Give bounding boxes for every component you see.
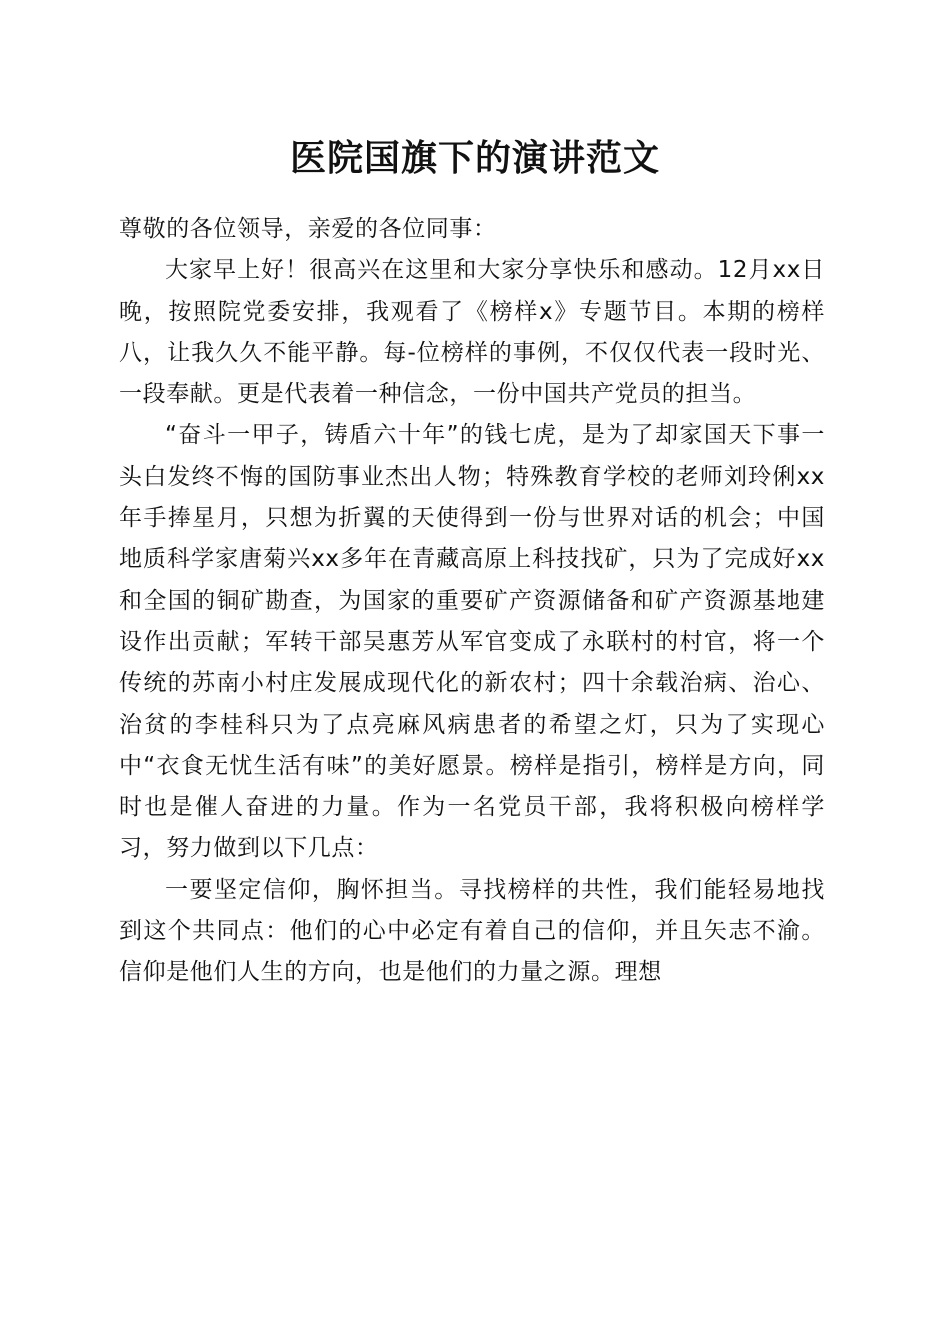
document-body	[119, 209, 825, 994]
paragraph-2: “奋斗一甲子，铸盾六十年”的钱七虎，是为了却家国天下事一头白发终不悔的国防事业杰出人物；特殊教育学校的老师刘玲俐xx年手捧星月，只想为折翼的天使得到一份与世界对话的机会；中国地质科学家唐菊兴xx多年在青藏高原上科技找矿，只为了完成好xx和全国的铜矿勘查，为国家的重要矿产资源储备和矿产资源基地建设作出贡献；军转干部吴惠芳从军官变成了永联村的村官，将一个传统的苏南小村庄发展成现代化的新农村；四十余载治病、治心、治贫的李桂科只为了点亮麻风病患者的希望之灯，只为了实现心中“衣食无忧生活有味”的美好愿景。榜样是指引，榜样是方向，同时也是催人奋进的力量。作为一名党员干部，我将积极向榜样学习，努力做到以下几点：	[119, 422, 825, 862]
salutation: 尊敬的各位领导，亲爱的各位同事：	[119, 216, 497, 242]
paragraph-3: 一要坚定信仰，胸怀担当。寻找榜样的共性，我们能轻易地找到这个共同点：他们的心中必定有着自己的信仰，并且矢志不渝。信仰是他们人生的方向，也是他们的力量之源。理想	[119, 876, 825, 986]
document-title: 医院国旗下的演讲范文	[289, 137, 660, 179]
paragraph-1: 大家早上好！很高兴在这里和大家分享快乐和感动。12月xx日晚，按照院党委安排，我观看了《榜样x》专题节目。本期的榜样八，让我久久不能平静。每-位榜样的事例，不仅仅代表一段时光、一段奉献。更是代表着一种信念，一份中国共产党员的担当。	[119, 257, 825, 408]
